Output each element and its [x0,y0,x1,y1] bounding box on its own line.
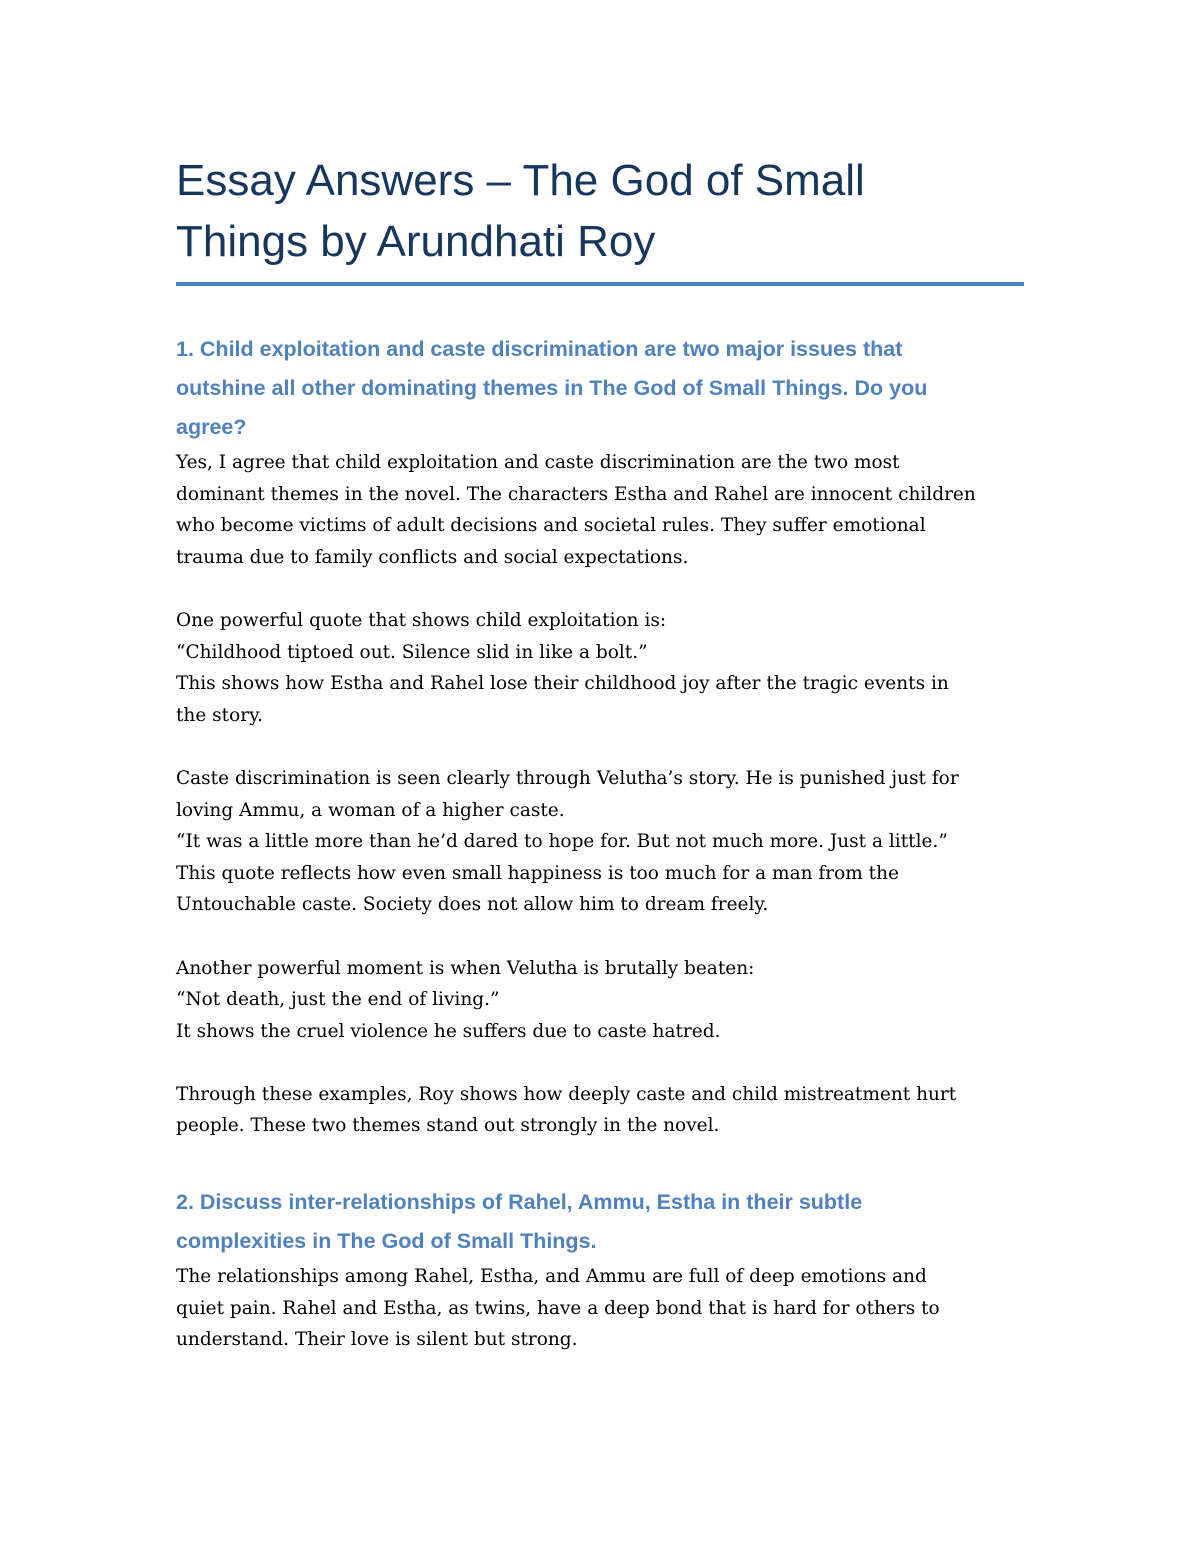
text-line: people. These two themes stand out strongly in the novel. [176,1115,720,1137]
quote-line: “It was a little more than he’d dared to hope for. But not much more. Just a little.” [176,831,948,853]
answer-paragraph [176,447,1026,573]
document-page [176,150,1026,1356]
text-line: The relationships among Rahel, Estha, and Ammu are full of deep emotions and [176,1266,927,1288]
heading-line: outshine all other dominating themes in The God of Small Things. Do you [176,376,928,400]
text-line: This quote reflects how even small happiness is too much for a man from the [176,862,899,884]
text-line: Caste discrimination is seen clearly through Velutha’s story. He is punished just for [176,767,959,789]
text-line: Untouchable caste. Society does not allow him to dream freely. [176,894,769,916]
title-line: Things by Arundhati Roy [176,217,656,266]
paragraph-gap [176,1047,1026,1079]
answer-paragraph [176,605,1026,731]
heading-line: 1. Child exploitation and caste discrimination are two major issues that [176,337,903,361]
answer-paragraph [176,1079,1026,1142]
question-1-heading [176,330,1026,447]
quote-line: “Childhood tiptoed out. Silence slid in like a bolt.” [176,641,648,663]
paragraph-gap [176,731,1026,763]
heading-line: 2. Discuss inter-relationships of Rahel, Ammu, Estha in their subtle [176,1190,863,1215]
paragraph-gap [176,573,1026,605]
text-line: It shows the cruel violence he suffers due to caste hatred. [176,1020,721,1042]
text-line: the story. [176,704,263,726]
text-line: understand. Their love is silent but strong. [176,1329,578,1351]
question-2-heading [176,1183,1026,1261]
paragraph-gap [176,921,1026,953]
answer-paragraph [176,1261,1026,1356]
quote-line: “Not death, just the end of living.” [176,989,500,1011]
heading-line: complexities in The God of Small Things. [176,1229,597,1254]
text-line: Through these examples, Roy shows how deeply caste and child mistreatment hurt [176,1083,957,1105]
text-line: quiet pain. Rahel and Estha, as twins, have a deep bond that is hard for others to [176,1297,940,1319]
text-line: trauma due to family conflicts and social expectations. [176,546,689,568]
text-line: loving Ammu, a woman of a higher caste. [176,799,565,821]
answer-paragraph [176,953,1026,1048]
text-line: This shows how Estha and Rahel lose their childhood joy after the tragic events in [176,673,949,695]
text-line: dominant themes in the novel. The characters Estha and Rahel are innocent children [176,483,976,505]
document-title [176,150,1026,272]
text-line: who become victims of adult decisions and societal rules. They suffer emotional [176,515,926,537]
title-underline [176,282,1024,286]
title-line: Essay Answers – The God of Small [176,156,865,205]
answer-paragraph [176,763,1026,921]
text-line: One powerful quote that shows child exploitation is: [176,609,667,631]
text-line: Yes, I agree that child exploitation and caste discrimination are the two most [176,452,900,473]
text-line: Another powerful moment is when Velutha is brutally beaten: [176,957,755,979]
heading-line: agree? [176,415,247,439]
